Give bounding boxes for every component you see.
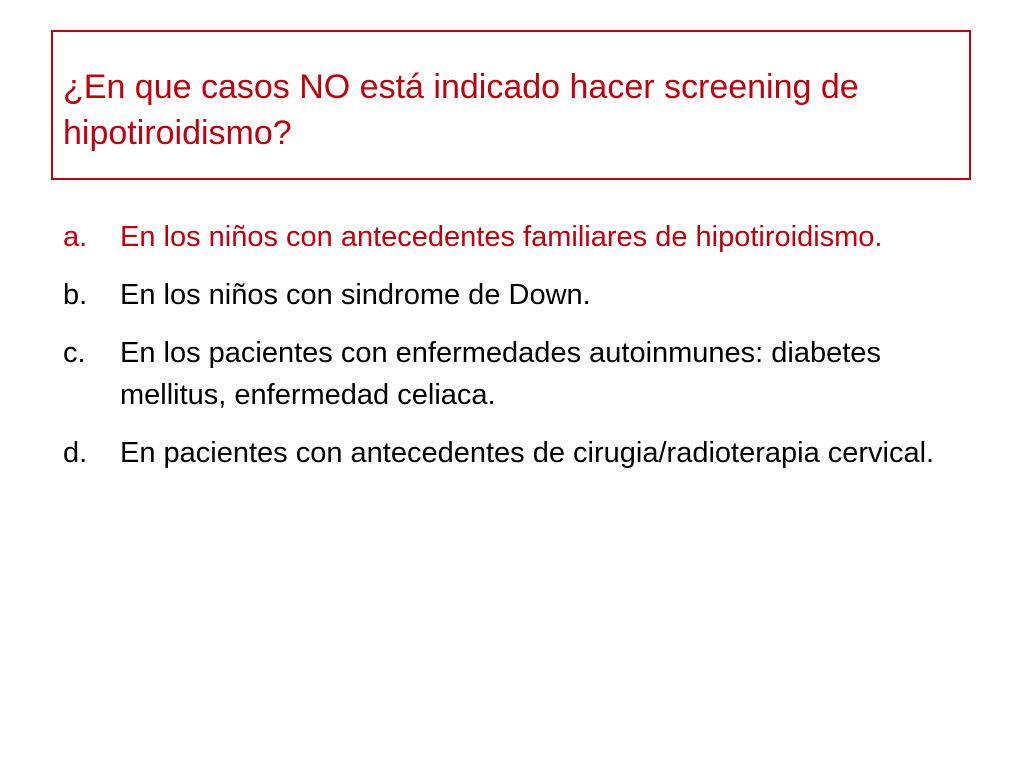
option-marker: a. [63,221,88,253]
option-c [63,332,963,416]
option-text: En los niños con antecedentes familiares de hipotiroidismo. [120,221,883,253]
option-text: En pacientes con antecedentes de cirugia/radioterapia cervical. [120,437,935,469]
option-text: En los pacientes con enfermedades autoinmunes: diabetes mellitus, enfermedad celiaca. [120,337,881,411]
option-marker: c. [63,337,86,369]
option-text: En los niños con sindrome de Down. [120,279,591,311]
option-marker: b. [63,279,88,311]
title-box [51,30,971,180]
option-a [63,216,963,258]
answer-options-list [63,216,963,490]
option-marker: d. [63,437,88,469]
option-b [63,274,963,316]
slide-title: ¿En que casos NO está indicado hacer screening de hipotiroidismo? [63,68,859,152]
option-d [63,432,963,474]
